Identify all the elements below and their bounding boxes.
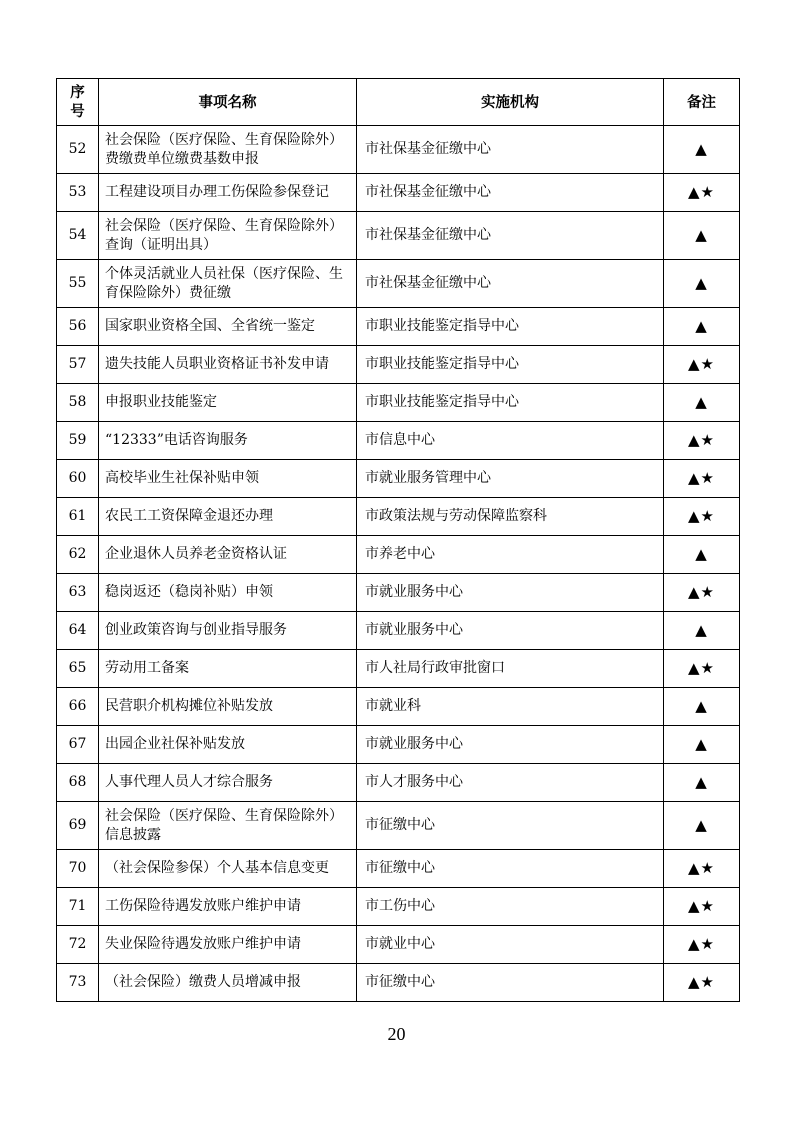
row-agency: 市征缴中心 xyxy=(357,850,664,888)
row-note-symbols: ▲★ xyxy=(664,174,740,212)
row-item-name: 劳动用工备案 xyxy=(99,650,357,688)
row-note-symbols: ▲ xyxy=(664,212,740,260)
row-agency: 市就业服务中心 xyxy=(357,726,664,764)
row-note-symbols: ▲ xyxy=(664,260,740,308)
row-item-name: 社会保险（医疗保险、生育保险除外）查询（证明出具） xyxy=(99,212,357,260)
row-item-name: 民营职介机构摊位补贴发放 xyxy=(99,688,357,726)
table-row xyxy=(57,346,740,384)
page-number: 20 xyxy=(387,1024,406,1044)
table-row xyxy=(57,260,740,308)
row-serial-number: 72 xyxy=(57,926,99,964)
row-serial-number: 52 xyxy=(57,126,99,174)
row-note-symbols: ▲★ xyxy=(664,850,740,888)
row-serial-number: 66 xyxy=(57,688,99,726)
row-note-symbols: ▲★ xyxy=(664,498,740,536)
table-row xyxy=(57,212,740,260)
row-item-name: 社会保险（医疗保险、生育保险除外）费缴费单位缴费基数申报 xyxy=(99,126,357,174)
row-serial-number: 69 xyxy=(57,802,99,850)
row-item-name: 工程建设项目办理工伤保险参保登记 xyxy=(99,174,357,212)
table-row xyxy=(57,574,740,612)
row-item-name: 申报职业技能鉴定 xyxy=(99,384,357,422)
row-agency: 市职业技能鉴定指导中心 xyxy=(357,384,664,422)
row-item-name: 失业保险待遇发放账户维护申请 xyxy=(99,926,357,964)
services-table xyxy=(56,78,740,1002)
row-agency: 市工伤中心 xyxy=(357,888,664,926)
table-header xyxy=(57,79,740,126)
row-item-name: 人事代理人员人才综合服务 xyxy=(99,764,357,802)
row-serial-number: 71 xyxy=(57,888,99,926)
row-serial-number: 65 xyxy=(57,650,99,688)
row-agency: 市就业服务中心 xyxy=(357,612,664,650)
table-row xyxy=(57,498,740,536)
table-row xyxy=(57,174,740,212)
table-row xyxy=(57,612,740,650)
row-item-name: 创业政策咨询与创业指导服务 xyxy=(99,612,357,650)
row-note-symbols: ▲ xyxy=(664,726,740,764)
row-item-name: 国家职业资格全国、全省统一鉴定 xyxy=(99,308,357,346)
row-note-symbols: ▲ xyxy=(664,764,740,802)
row-note-symbols: ▲★ xyxy=(664,574,740,612)
row-item-name: “12333”电话咨询服务 xyxy=(99,422,357,460)
row-item-name: （社会保险参保）个人基本信息变更 xyxy=(99,850,357,888)
table-row xyxy=(57,688,740,726)
row-serial-number: 70 xyxy=(57,850,99,888)
table-row xyxy=(57,850,740,888)
row-agency: 市征缴中心 xyxy=(357,964,664,1002)
row-note-symbols: ▲★ xyxy=(664,964,740,1002)
header-note: 备注 xyxy=(664,79,740,126)
table-body xyxy=(57,126,740,1002)
table-row xyxy=(57,384,740,422)
row-agency: 市就业服务中心 xyxy=(357,574,664,612)
row-agency: 市社保基金征缴中心 xyxy=(357,212,664,260)
row-agency: 市社保基金征缴中心 xyxy=(357,260,664,308)
row-agency: 市人社局行政审批窗口 xyxy=(357,650,664,688)
header-item-name: 事项名称 xyxy=(99,79,357,126)
row-serial-number: 62 xyxy=(57,536,99,574)
row-note-symbols: ▲ xyxy=(664,384,740,422)
row-serial-number: 55 xyxy=(57,260,99,308)
row-agency: 市人才服务中心 xyxy=(357,764,664,802)
table-row xyxy=(57,126,740,174)
header-agency: 实施机构 xyxy=(357,79,664,126)
row-serial-number: 56 xyxy=(57,308,99,346)
table-row xyxy=(57,764,740,802)
row-serial-number: 53 xyxy=(57,174,99,212)
row-agency: 市职业技能鉴定指导中心 xyxy=(357,346,664,384)
row-agency: 市社保基金征缴中心 xyxy=(357,126,664,174)
row-note-symbols: ▲ xyxy=(664,308,740,346)
row-note-symbols: ▲★ xyxy=(664,650,740,688)
table-row xyxy=(57,422,740,460)
header-row xyxy=(57,79,740,126)
row-note-symbols: ▲★ xyxy=(664,460,740,498)
table-row xyxy=(57,726,740,764)
row-serial-number: 57 xyxy=(57,346,99,384)
row-agency: 市职业技能鉴定指导中心 xyxy=(357,308,664,346)
row-note-symbols: ▲★ xyxy=(664,346,740,384)
table-row xyxy=(57,460,740,498)
row-item-name: 社会保险（医疗保险、生育保险除外）信息披露 xyxy=(99,802,357,850)
table-row xyxy=(57,802,740,850)
row-item-name: （社会保险）缴费人员增减申报 xyxy=(99,964,357,1002)
row-item-name: 遗失技能人员职业资格证书补发申请 xyxy=(99,346,357,384)
row-agency: 市就业科 xyxy=(357,688,664,726)
row-item-name: 个体灵活就业人员社保（医疗保险、生育保险除外）费征缴 xyxy=(99,260,357,308)
row-serial-number: 61 xyxy=(57,498,99,536)
header-serial-line1: 序 xyxy=(70,84,85,101)
row-serial-number: 67 xyxy=(57,726,99,764)
row-agency: 市就业服务管理中心 xyxy=(357,460,664,498)
table-row xyxy=(57,536,740,574)
row-item-name: 高校毕业生社保补贴申领 xyxy=(99,460,357,498)
row-agency: 市养老中心 xyxy=(357,536,664,574)
table-row xyxy=(57,650,740,688)
table-row xyxy=(57,926,740,964)
row-item-name: 工伤保险待遇发放账户维护申请 xyxy=(99,888,357,926)
row-agency: 市社保基金征缴中心 xyxy=(357,174,664,212)
row-note-symbols: ▲ xyxy=(664,802,740,850)
table-row xyxy=(57,964,740,1002)
row-item-name: 出园企业社保补贴发放 xyxy=(99,726,357,764)
header-serial-number xyxy=(57,79,99,126)
row-serial-number: 68 xyxy=(57,764,99,802)
row-agency: 市信息中心 xyxy=(357,422,664,460)
row-serial-number: 58 xyxy=(57,384,99,422)
row-note-symbols: ▲★ xyxy=(664,888,740,926)
row-serial-number: 73 xyxy=(57,964,99,1002)
row-serial-number: 60 xyxy=(57,460,99,498)
row-serial-number: 54 xyxy=(57,212,99,260)
row-agency: 市政策法规与劳动保障监察科 xyxy=(357,498,664,536)
row-item-name: 农民工工资保障金退还办理 xyxy=(99,498,357,536)
row-note-symbols: ▲ xyxy=(664,536,740,574)
row-serial-number: 59 xyxy=(57,422,99,460)
row-note-symbols: ▲ xyxy=(664,612,740,650)
header-serial-line2: 号 xyxy=(70,103,85,120)
row-serial-number: 64 xyxy=(57,612,99,650)
row-note-symbols: ▲ xyxy=(664,688,740,726)
row-note-symbols: ▲★ xyxy=(664,422,740,460)
row-item-name: 企业退休人员养老金资格认证 xyxy=(99,536,357,574)
row-note-symbols: ▲★ xyxy=(664,926,740,964)
row-agency: 市就业中心 xyxy=(357,926,664,964)
row-note-symbols: ▲ xyxy=(664,126,740,174)
row-item-name: 稳岗返还（稳岗补贴）申领 xyxy=(99,574,357,612)
row-serial-number: 63 xyxy=(57,574,99,612)
table-row xyxy=(57,888,740,926)
row-agency: 市征缴中心 xyxy=(357,802,664,850)
table-row xyxy=(57,308,740,346)
